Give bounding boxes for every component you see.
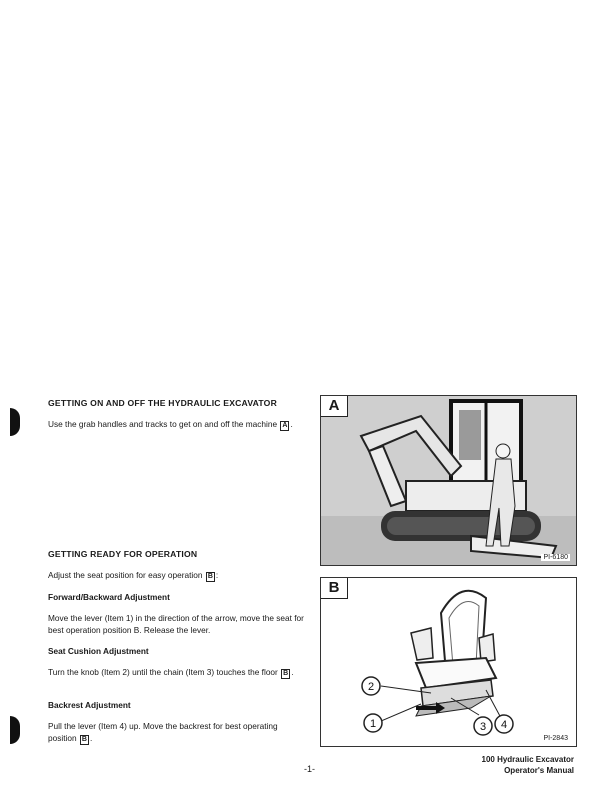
- paragraph-grab-handles: Use the grab handles and tracks to get on and off the machine A .: [48, 419, 293, 429]
- callout-3: 3: [479, 721, 487, 733]
- figure-ref-b: B: [81, 736, 87, 743]
- manual-title: [482, 754, 575, 776]
- binder-hole-mark-bottom: [10, 716, 20, 744]
- figure-ref-b: B: [283, 670, 289, 677]
- paragraph-backrest: Pull the lever (Item 4) up. Move the backrest for best operating position B .: [48, 721, 278, 743]
- backrest-text: Pull the lever (Item 4) up. Move the backrest for best operating position: [48, 721, 278, 743]
- figure-b-letter: B: [321, 578, 348, 599]
- seat-illustration: [321, 578, 576, 746]
- subheading-forward-backward: Forward/Backward Adjustment: [48, 592, 170, 602]
- section-heading-getting-ready: GETTING READY FOR OPERATION: [48, 549, 198, 559]
- figure-b-seat-diagram: [320, 577, 577, 747]
- figure-ref-b: B: [207, 573, 213, 580]
- paragraph-seat-cushion: Turn the knob (Item 2) until the chain (Item 3) touches the floor B .: [48, 667, 294, 677]
- callout-2: 2: [367, 681, 375, 693]
- seat-cushion-text: Turn the knob (Item 2) until the chain (Item 3) touches the floor: [48, 667, 278, 677]
- binder-hole-mark-top: [10, 408, 20, 436]
- section-heading-getting-on-off: GETTING ON AND OFF THE HYDRAULIC EXCAVATOR: [48, 398, 277, 408]
- manual-title-line2: Operator's Manual: [504, 766, 574, 775]
- subheading-seat-cushion: Seat Cushion Adjustment: [48, 646, 149, 656]
- seat-intro-text: Adjust the seat position for easy operation: [48, 570, 203, 580]
- callout-1: 1: [369, 718, 377, 730]
- figure-a-code: PI-6180: [543, 554, 568, 561]
- seat-intro-end: :: [215, 570, 219, 580]
- excavator-illustration: [321, 396, 576, 565]
- figure-a-letter: A: [321, 396, 348, 417]
- paragraph-seat-intro: [48, 569, 304, 582]
- callout-4: 4: [500, 719, 508, 731]
- paragraph-forward-backward: Move the lever (Item 1) in the direction of the arrow, move the seat for best operation position B. Release the lever.: [48, 613, 304, 635]
- figure-ref-a: A: [282, 422, 288, 429]
- paragraph-grab-handles-text: Use the grab handles and tracks to get on and off the machine: [48, 419, 278, 429]
- manual-title-line1: 100 Hydraulic Excavator: [481, 755, 574, 764]
- subheading-backrest: Backrest Adjustment: [48, 700, 131, 710]
- figure-a-excavator-photo: [320, 395, 577, 566]
- page-number: -1-: [304, 764, 315, 774]
- figure-b-code: PI-2843: [543, 735, 568, 742]
